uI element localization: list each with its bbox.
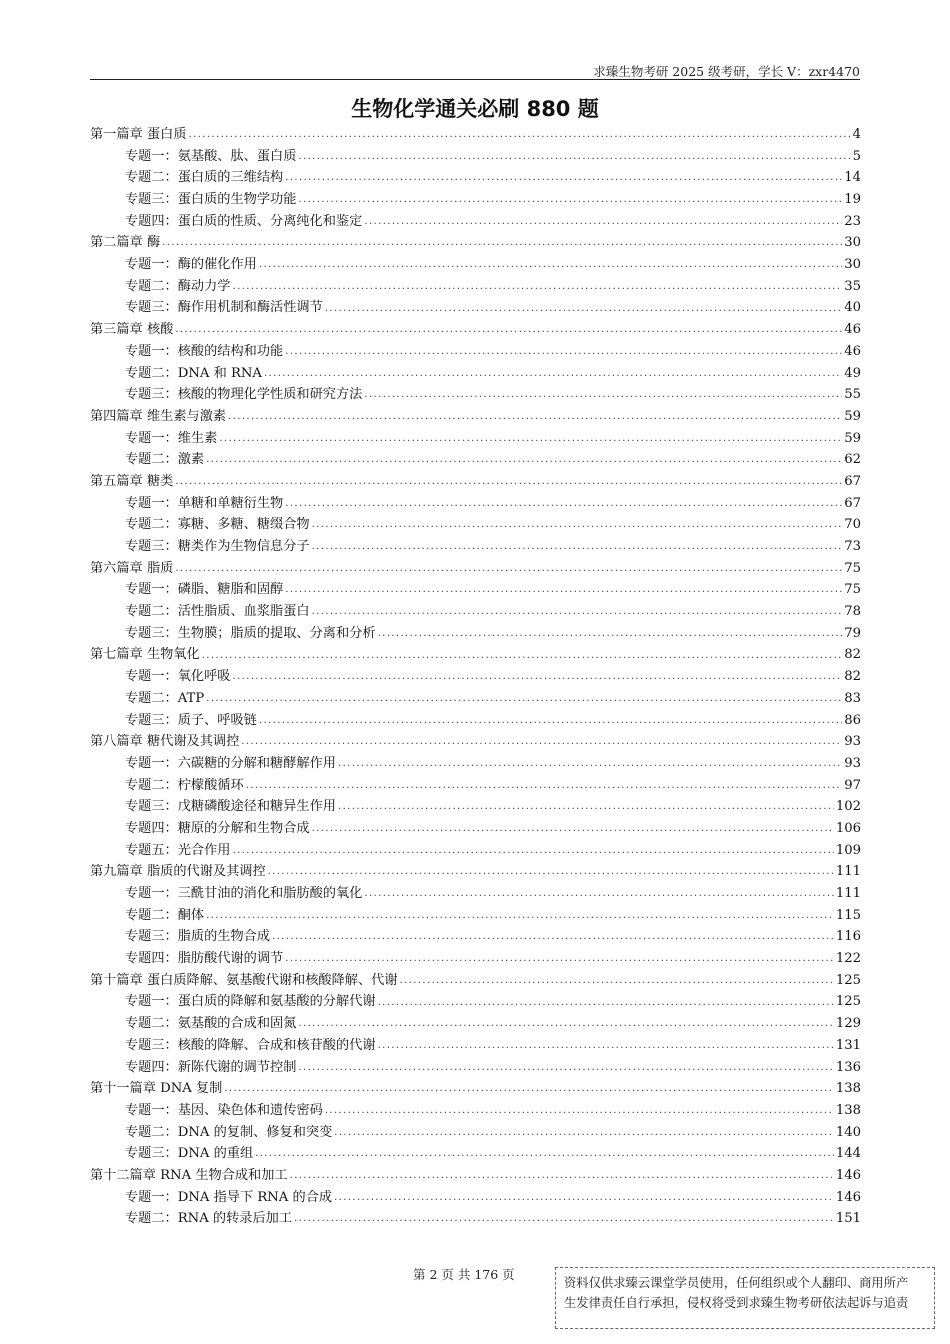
toc-entry-page: 59 — [844, 408, 861, 424]
toc-leader-dots — [294, 1208, 834, 1230]
toc-leader-dots — [268, 861, 834, 883]
toc-topic-entry[interactable] — [90, 1143, 861, 1165]
toc-leader-dots — [246, 775, 843, 797]
toc-topic-entry[interactable] — [90, 601, 861, 623]
toc-entry-page: 78 — [844, 604, 861, 620]
toc-entry-page: 75 — [844, 560, 861, 576]
toc-topic-entry[interactable] — [90, 211, 861, 233]
toc-entry-label: 专题一：维生素 — [125, 430, 218, 446]
toc-entry-page: 35 — [844, 278, 861, 294]
toc-entry-label: 第八篇章 糖代谢及其调控 — [90, 734, 240, 750]
toc-leader-dots — [219, 428, 842, 450]
toc-leader-dots — [285, 493, 842, 515]
toc-topic-entry[interactable] — [90, 428, 861, 450]
toc-entry-label: 专题二：ATP — [125, 690, 205, 706]
toc-topic-entry[interactable] — [90, 688, 861, 710]
toc-topic-entry[interactable] — [90, 948, 861, 970]
toc-leader-dots — [378, 623, 843, 645]
toc-entry-label: 专题三：酶作用机制和酶活性调节 — [125, 300, 323, 316]
toc-chapter-entry[interactable] — [90, 1165, 861, 1187]
toc-entry-page: 125 — [835, 994, 861, 1010]
toc-topic-entry[interactable] — [90, 992, 861, 1014]
toc-topic-entry[interactable] — [90, 493, 861, 515]
toc-entry-label: 专题三：核酸的物理化学性质和研究方法 — [125, 387, 363, 403]
toc-entry-page: 109 — [835, 842, 861, 858]
toc-entry-label: 专题一：氧化呼吸 — [125, 669, 231, 685]
toc-chapter-entry[interactable] — [90, 970, 861, 992]
toc-leader-dots — [175, 471, 842, 493]
toc-entry-page: 67 — [844, 473, 861, 489]
toc-entry-label: 专题一：DNA 指导下 RNA 的合成 — [125, 1189, 333, 1205]
toc-entry-label: 专题二：氨基酸的合成和固氮 — [125, 1016, 297, 1032]
toc-entry-page: 46 — [844, 343, 861, 359]
toc-entry-page: 93 — [844, 734, 861, 750]
copyright-notice-line: 资料仅供求臻云课堂学员使用，任何组织或个人翻印、商用所产 — [564, 1276, 909, 1290]
toc-topic-entry[interactable] — [90, 796, 861, 818]
toc-entry-page: 111 — [835, 886, 861, 902]
toc-leader-dots — [233, 840, 834, 862]
toc-topic-entry[interactable] — [90, 1208, 861, 1230]
toc-leader-dots — [312, 818, 834, 840]
toc-entry-label: 专题二：激素 — [125, 452, 205, 468]
toc-leader-dots — [233, 666, 843, 688]
toc-leader-dots — [206, 688, 842, 710]
toc-entry-label: 第九篇章 脂质的代谢及其调控 — [90, 864, 266, 880]
table-of-contents — [90, 124, 861, 1230]
toc-entry-page: 122 — [835, 951, 861, 967]
toc-entry-label: 第六篇章 脂质 — [90, 560, 174, 576]
toc-topic-entry[interactable] — [90, 883, 861, 905]
toc-leader-dots — [259, 710, 842, 732]
toc-entry-label: 专题一：酶的催化作用 — [125, 257, 257, 273]
toc-leader-dots — [364, 384, 842, 406]
toc-entry-label: 专题五：光合作用 — [125, 842, 231, 858]
toc-leader-dots — [325, 1100, 834, 1122]
toc-entry-page: 93 — [844, 755, 861, 771]
toc-leader-dots — [338, 753, 842, 775]
toc-entry-label: 专题一：基因、染色体和遗传密码 — [125, 1102, 323, 1118]
toc-leader-dots — [312, 536, 843, 558]
toc-entry-label: 专题一：磷脂、糖脂和固醇 — [125, 582, 284, 598]
toc-entry-page: 49 — [844, 365, 861, 381]
toc-leader-dots — [290, 1165, 834, 1187]
toc-leader-dots — [334, 1122, 834, 1144]
toc-leader-dots — [228, 406, 842, 428]
page-header-text: 求臻生物考研 2025 级考研，学长 V：zxr4470 — [593, 64, 860, 79]
toc-chapter-entry[interactable] — [90, 1078, 861, 1100]
toc-chapter-entry[interactable] — [90, 645, 861, 667]
toc-leader-dots — [378, 992, 834, 1014]
toc-topic-entry[interactable] — [90, 384, 861, 406]
toc-leader-dots — [364, 883, 833, 905]
toc-topic-entry[interactable] — [90, 1100, 861, 1122]
toc-topic-entry[interactable] — [90, 926, 861, 948]
toc-entry-page: 140 — [835, 1124, 861, 1140]
toc-topic-entry[interactable] — [90, 514, 861, 536]
toc-leader-dots — [285, 341, 842, 363]
toc-entry-label: 第二篇章 酶 — [90, 235, 161, 251]
toc-entry-page: 97 — [844, 777, 861, 793]
toc-entry-page: 30 — [844, 235, 861, 251]
toc-entry-page: 75 — [844, 582, 861, 598]
toc-entry-page: 138 — [835, 1081, 861, 1097]
toc-entry-page: 55 — [844, 387, 861, 403]
toc-entry-page: 116 — [835, 929, 861, 945]
toc-entry-page: 151 — [835, 1211, 861, 1227]
toc-entry-page: 144 — [835, 1146, 861, 1162]
toc-entry-page: 83 — [844, 690, 861, 706]
toc-entry-page: 82 — [844, 669, 861, 685]
toc-entry-label: 专题二：酮体 — [125, 907, 205, 923]
toc-entry-label: 专题一：蛋白质的降解和氨基酸的分解代谢 — [125, 994, 376, 1010]
toc-topic-entry[interactable] — [90, 623, 861, 645]
toc-leader-dots — [175, 558, 842, 580]
toc-topic-entry[interactable] — [90, 1035, 861, 1057]
toc-entry-label: 专题一：单糖和单糖衍生物 — [125, 495, 284, 511]
toc-entry-page: 46 — [844, 322, 861, 338]
toc-entry-label: 第十一篇章 DNA 复制 — [90, 1081, 223, 1097]
toc-topic-entry[interactable] — [90, 818, 861, 840]
toc-entry-label: 专题一：三酰甘油的消化和脂肪酸的氧化 — [125, 886, 363, 902]
toc-topic-entry[interactable] — [90, 363, 861, 385]
toc-entry-page: 146 — [835, 1167, 861, 1183]
toc-leader-dots — [312, 514, 843, 536]
toc-leader-dots — [298, 189, 842, 211]
toc-entry-page: 5 — [852, 148, 861, 164]
toc-entry-page: 86 — [844, 712, 861, 728]
toc-entry-page: 106 — [835, 820, 861, 836]
toc-entry-page: 111 — [835, 864, 861, 880]
toc-entry-label: 专题四：新陈代谢的调节控制 — [125, 1059, 297, 1075]
toc-topic-entry[interactable] — [90, 189, 861, 211]
toc-leader-dots — [334, 1187, 834, 1209]
toc-entry-label: 专题二：酶动力学 — [125, 278, 231, 294]
toc-topic-entry[interactable] — [90, 449, 861, 471]
toc-entry-label: 第十篇章 蛋白质降解、氨基酸代谢和核酸降解、代谢 — [90, 972, 398, 988]
toc-entry-label: 专题二：DNA 和 RNA — [125, 365, 262, 381]
toc-entry-label: 专题三：DNA 的重组 — [125, 1146, 254, 1162]
toc-entry-label: 专题一：氨基酸、肽、蛋白质 — [125, 148, 297, 164]
toc-entry-page: 62 — [844, 452, 861, 468]
toc-entry-page: 19 — [844, 192, 861, 208]
toc-topic-entry[interactable] — [90, 1013, 861, 1035]
toc-entry-label: 第七篇章 生物氧化 — [90, 647, 200, 663]
toc-entry-page: 82 — [844, 647, 861, 663]
toc-topic-entry[interactable] — [90, 1187, 861, 1209]
toc-topic-entry[interactable] — [90, 579, 861, 601]
toc-leader-dots — [285, 167, 842, 189]
toc-entry-label: 专题四：脂肪酸代谢的调节 — [125, 951, 284, 967]
toc-chapter-entry[interactable] — [90, 124, 861, 146]
page-number: 第 2 页 共 176 页 — [413, 1267, 515, 1282]
toc-leader-dots — [264, 363, 842, 385]
toc-entry-label: 第十二篇章 RNA 生物合成和加工 — [90, 1167, 288, 1183]
toc-leader-dots — [312, 601, 843, 623]
toc-topic-entry[interactable] — [90, 146, 861, 168]
toc-entry-label: 专题四：蛋白质的性质、分离纯化和鉴定 — [125, 213, 363, 229]
toc-entry-label: 专题三：质子、呼吸链 — [125, 712, 257, 728]
toc-leader-dots — [241, 731, 842, 753]
toc-leader-dots — [272, 926, 834, 948]
toc-topic-entry[interactable] — [90, 840, 861, 862]
toc-entry-page: 70 — [844, 517, 861, 533]
toc-chapter-entry[interactable] — [90, 232, 861, 254]
toc-entry-page: 125 — [835, 972, 861, 988]
toc-entry-page: 138 — [835, 1102, 861, 1118]
toc-topic-entry[interactable] — [90, 536, 861, 558]
toc-leader-dots — [224, 1078, 833, 1100]
toc-leader-dots — [285, 948, 834, 970]
toc-chapter-entry[interactable] — [90, 471, 861, 493]
toc-entry-page: 40 — [844, 300, 861, 316]
toc-entry-label: 专题三：蛋白质的生物学功能 — [125, 192, 297, 208]
toc-entry-label: 专题三：生物膜；脂质的提取、分离和分析 — [125, 625, 376, 641]
toc-leader-dots — [364, 211, 842, 233]
toc-topic-entry[interactable] — [90, 666, 861, 688]
toc-chapter-entry[interactable] — [90, 861, 861, 883]
toc-leader-dots — [338, 796, 834, 818]
toc-topic-entry[interactable] — [90, 1122, 861, 1144]
toc-leader-dots — [206, 449, 842, 471]
toc-leader-dots — [162, 232, 842, 254]
toc-entry-label: 专题二：RNA 的转录后加工 — [125, 1211, 293, 1227]
toc-entry-label: 专题二：DNA 的复制、修复和突变 — [125, 1124, 333, 1140]
toc-entry-label: 第四篇章 维生素与激素 — [90, 408, 227, 424]
toc-entry-label: 第三篇章 核酸 — [90, 322, 174, 338]
toc-entry-label: 专题四：糖原的分解和生物合成 — [125, 820, 310, 836]
toc-chapter-entry[interactable] — [90, 406, 861, 428]
toc-entry-label: 专题三：糖类作为生物信息分子 — [125, 539, 310, 555]
toc-leader-dots — [233, 276, 843, 298]
toc-entry-label: 专题二：活性脂质、血浆脂蛋白 — [125, 604, 310, 620]
toc-leader-dots — [202, 645, 843, 667]
toc-entry-page: 23 — [844, 213, 861, 229]
toc-chapter-entry[interactable] — [90, 319, 861, 341]
toc-topic-entry[interactable] — [90, 167, 861, 189]
toc-entry-page: 129 — [835, 1016, 861, 1032]
toc-entry-label: 专题三：戊糖磷酸途径和糖异生作用 — [125, 799, 336, 815]
toc-entry-page: 102 — [835, 799, 861, 815]
toc-entry-label: 专题二：蛋白质的三维结构 — [125, 170, 284, 186]
toc-topic-entry[interactable] — [90, 276, 861, 298]
toc-leader-dots — [285, 579, 842, 601]
toc-entry-label: 专题二：柠檬酸循环 — [125, 777, 244, 793]
header-divider — [90, 79, 860, 80]
toc-entry-page: 115 — [835, 907, 861, 923]
toc-entry-label: 专题三：核酸的降解、合成和核苷酸的代谢 — [125, 1037, 376, 1053]
toc-topic-entry[interactable] — [90, 905, 861, 927]
toc-entry-page: 73 — [844, 539, 861, 555]
toc-topic-entry[interactable] — [90, 753, 861, 775]
toc-chapter-entry[interactable] — [90, 558, 861, 580]
toc-entry-page: 146 — [835, 1189, 861, 1205]
toc-leader-dots — [189, 124, 851, 146]
toc-leader-dots — [378, 1035, 834, 1057]
toc-entry-page: 131 — [835, 1037, 861, 1053]
toc-leader-dots — [325, 298, 842, 320]
toc-entry-page: 14 — [844, 170, 861, 186]
copyright-notice-line: 生发律责任自行承担，侵权将受到求臻生物考研依法起诉与追责 — [564, 1296, 909, 1310]
toc-leader-dots — [298, 1057, 833, 1079]
toc-leader-dots — [206, 905, 834, 927]
toc-leader-dots — [400, 970, 834, 992]
toc-entry-label: 第五篇章 糖类 — [90, 473, 174, 489]
toc-entry-label: 专题三：脂质的生物合成 — [125, 929, 271, 945]
toc-topic-entry[interactable] — [90, 775, 861, 797]
toc-leader-dots — [255, 1143, 834, 1165]
toc-topic-entry[interactable] — [90, 1057, 861, 1079]
toc-leader-dots — [259, 254, 842, 276]
toc-entry-page: 79 — [844, 625, 861, 641]
copyright-notice — [555, 1267, 935, 1329]
toc-entry-label: 专题一：六碳糖的分解和糖酵解作用 — [125, 755, 336, 771]
toc-leader-dots — [298, 146, 850, 168]
toc-topic-entry[interactable] — [90, 298, 861, 320]
toc-leader-dots — [298, 1013, 833, 1035]
toc-topic-entry[interactable] — [90, 254, 861, 276]
toc-entry-label: 第一篇章 蛋白质 — [90, 126, 187, 142]
toc-entry-page: 4 — [852, 126, 861, 142]
toc-entry-label: 专题一：核酸的结构和功能 — [125, 343, 284, 359]
toc-leader-dots — [175, 319, 842, 341]
toc-topic-entry[interactable] — [90, 341, 861, 363]
toc-entry-page: 59 — [844, 430, 861, 446]
document-title: 生物化学通关必刷 880 题 — [351, 97, 599, 121]
toc-entry-page: 136 — [835, 1059, 861, 1075]
toc-entry-page: 67 — [844, 495, 861, 511]
toc-entry-page: 30 — [844, 257, 861, 273]
toc-entry-label: 专题二：寡糖、多糖、糖缀合物 — [125, 517, 310, 533]
toc-chapter-entry[interactable] — [90, 731, 861, 753]
toc-topic-entry[interactable] — [90, 710, 861, 732]
